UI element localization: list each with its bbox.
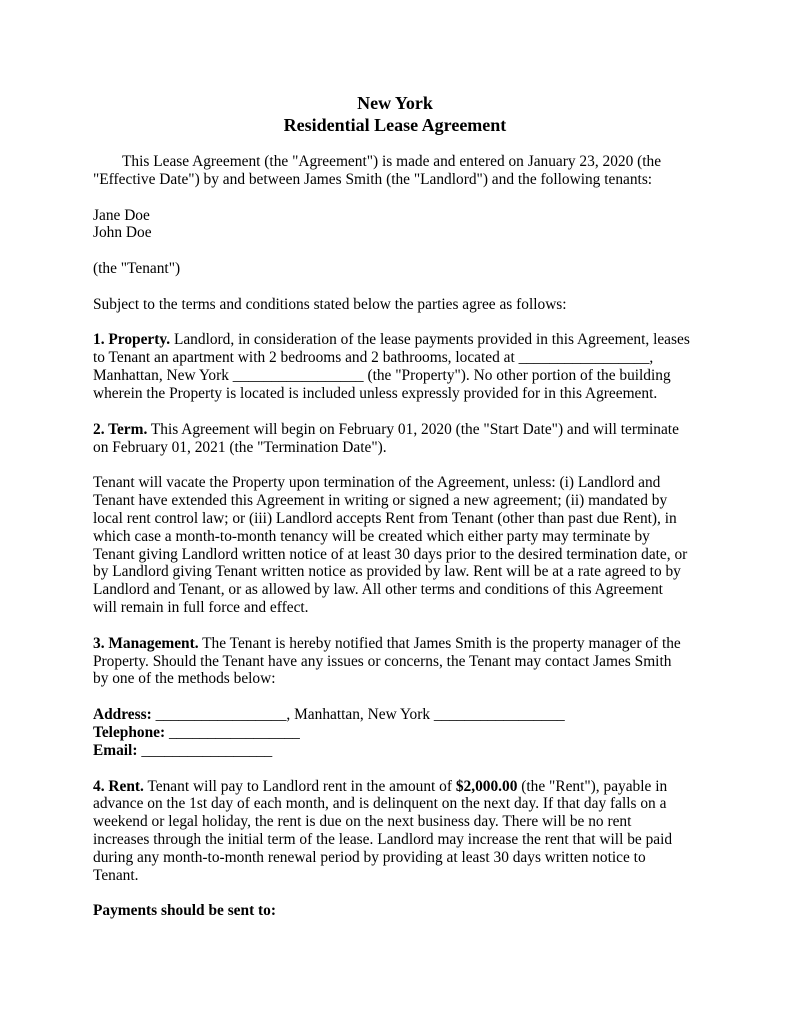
email-label: Email: (93, 741, 138, 759)
management-text: The Tenant is hereby notified that James Smith is the property manager of the (202, 634, 681, 652)
rent-line: Tenant. (93, 866, 139, 884)
document-title-block (93, 93, 697, 136)
vacate-line: Tenant giving Landlord written notice of at least 30 days prior to the desired termination date, or (93, 545, 688, 563)
vacate-line: Tenant have extended this Agreement in writing or signed a new agreement; (ii) mandated by (93, 492, 668, 510)
rent-line (93, 778, 697, 796)
rent-line: during any month-to-month renewal period by providing at least 30 days written notice to (93, 848, 646, 866)
vacate-line: which case a month-to-month tenancy will be created which either party may terminate by (93, 527, 650, 545)
address-value: _________________, Manhattan, New York _________________ (155, 706, 565, 724)
tenant-label (93, 260, 697, 278)
payments-section (93, 902, 697, 920)
vacate-line: will remain in full force and effect. (93, 599, 309, 617)
term-text: This Agreement will begin on February 01, 2020 (the "Start Date") and will terminate (150, 420, 679, 438)
property-section (93, 331, 697, 402)
terms-intro-text: Subject to the terms and conditions stated below the parties agree as follows: (93, 295, 567, 313)
terms-intro (93, 296, 697, 314)
tenant-name: John Doe (93, 224, 152, 242)
telephone-row (93, 724, 697, 742)
management-section (93, 635, 697, 689)
term-section (93, 421, 697, 457)
vacate-line: Landlord and Tenant, or as allowed by law. All other terms and conditions of this Agreement (93, 581, 663, 599)
vacate-line: local rent control law; or (iii) Landlord accepts Rent from Tenant (other than past due Rent), in (93, 509, 677, 527)
intro-paragraph (93, 153, 697, 189)
property-line (93, 331, 697, 349)
email-row (93, 742, 697, 760)
rent-line: advance on the 1st day of each month, and is delinquent on the next day. If that day falls on a (93, 795, 667, 813)
vacate-line: Tenant will vacate the Property upon termination of the Agreement, unless: (i) Landlord and (93, 474, 661, 492)
intro-line: This Lease Agreement (the "Agreement") is made and entered on January 23, 2020 (the (122, 153, 662, 170)
address-row (93, 706, 697, 724)
payments-heading: Payments should be sent to: (93, 902, 276, 920)
property-heading: 1. Property. (93, 331, 171, 349)
document-subtitle: Residential Lease Agreement (283, 114, 507, 135)
tenant-list (93, 207, 697, 243)
intro-line: "Effective Date") by and between James Smith (the "Landlord") and the following tenants: (93, 170, 653, 188)
rent-text: (the "Rent"), payable in (521, 777, 668, 795)
vacate-paragraph (93, 474, 697, 617)
rent-line: increases through the initial term of the lease. Landlord may increase the rent that will be paid (93, 831, 673, 849)
document-title: New York (357, 93, 433, 113)
term-line: on February 01, 2021 (the "Termination Date"). (93, 438, 387, 456)
vacate-line: by Landlord giving Tenant written notice as provided by law. Rent will be at a rate agreed to by (93, 563, 681, 581)
rent-line: weekend or legal holiday, the rent is due on the next business day. There will be no rent (93, 813, 632, 831)
property-text: Landlord, in consideration of the lease payments provided in this Agreement, leases (173, 331, 690, 349)
rent-heading: 4. Rent. (93, 777, 144, 795)
email-value: _________________ (141, 741, 273, 759)
tenant-label-text: (the "Tenant") (93, 260, 181, 278)
contact-block (93, 706, 697, 760)
rent-amount: $2,000.00 (455, 777, 518, 795)
management-line: Property. Should the Tenant have any issues or concerns, the Tenant may contact James Smith (93, 652, 672, 670)
management-heading: 3. Management. (93, 634, 199, 652)
telephone-label: Telephone: (93, 724, 166, 741)
management-line (93, 635, 697, 653)
payments-heading-line (93, 902, 697, 920)
tenant-name: Jane Doe (93, 206, 150, 224)
rent-text: Tenant will pay to Landlord rent in the amount of (147, 777, 452, 795)
management-line: by one of the methods below: (93, 670, 276, 688)
term-line (93, 421, 697, 439)
property-line: wherein the Property is located is included unless expressly provided for in this Agreement. (93, 384, 658, 402)
address-label: Address: (93, 706, 152, 724)
property-line: Manhattan, New York _________________ (the "Property"). No other portion of the building (93, 367, 671, 385)
rent-section (93, 778, 697, 885)
term-heading: 2. Term. (93, 420, 148, 438)
property-line: to Tenant an apartment with 2 bedrooms and 2 bathrooms, located at _________________, (93, 349, 654, 367)
telephone-value: _________________ (168, 724, 300, 741)
